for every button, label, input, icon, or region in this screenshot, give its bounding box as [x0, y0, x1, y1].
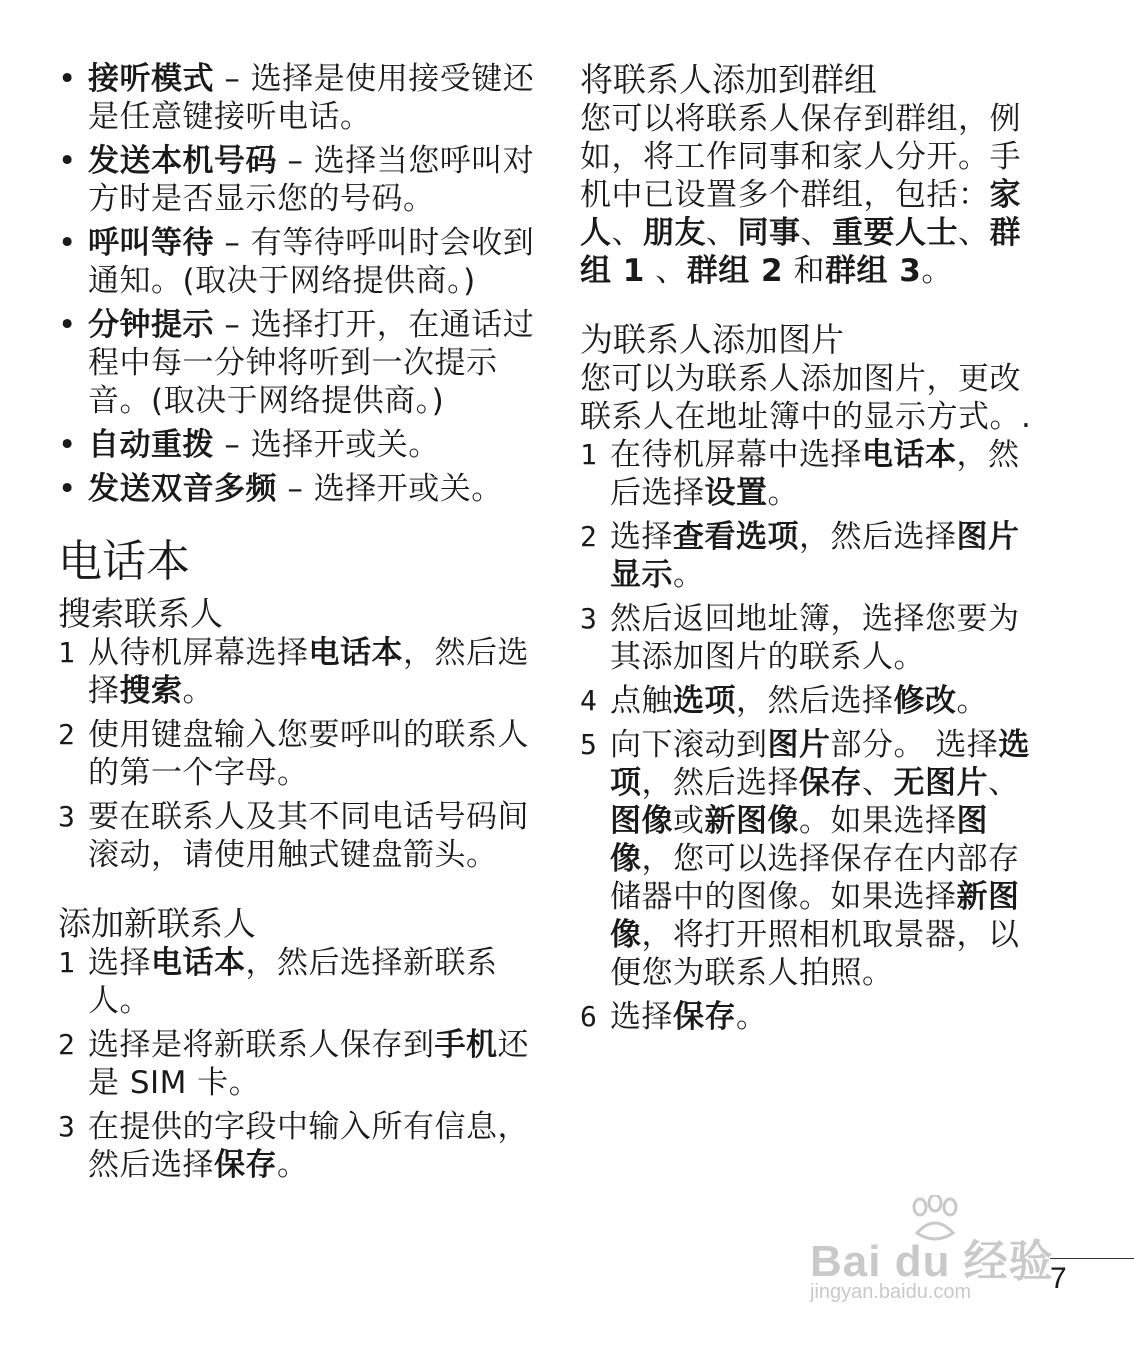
text-run: 在待机屏幕中选择 — [610, 437, 862, 473]
step-number: 2 — [58, 718, 76, 751]
right-column — [580, 60, 1050, 1042]
step-number: 1 — [58, 946, 76, 979]
text-run: 在提供的字段中输入所有信息，然后选择 — [88, 1109, 529, 1183]
step-number: 1 — [580, 438, 598, 471]
bold-term: 设置 — [704, 475, 768, 511]
search-steps-list — [58, 634, 538, 874]
text-run: – 选择开或关。 — [277, 471, 503, 507]
text-run: 选择是将新联系人保存到 — [88, 1027, 435, 1063]
add-contact-heading: 添加新联系人 — [58, 904, 256, 943]
text-run: – 选择是使用接受键还是任意键接听电话。 — [88, 61, 535, 135]
step-item — [580, 436, 1050, 512]
text-run: – 选择打开，在通话过程中每一分钟将听到一次提示音。(取决于网络提供商。) — [88, 307, 535, 419]
step-item — [580, 726, 1050, 992]
step-item — [58, 1026, 538, 1102]
bullet-item — [58, 470, 538, 508]
text-run: 、 — [958, 215, 990, 251]
text-run: 、 — [862, 765, 894, 801]
step-number: 6 — [580, 1000, 598, 1033]
settings-bullet-list — [58, 60, 538, 508]
bold-term: 搜索 — [119, 673, 183, 709]
bold-term: 修改 — [893, 683, 957, 719]
bullet-item — [58, 142, 538, 218]
step-number: 5 — [580, 728, 598, 761]
left-column — [58, 60, 538, 1190]
text-run: 从待机屏幕选择 — [88, 635, 309, 671]
bold-term: 电话本 — [862, 437, 957, 473]
bold-term: 查看选项 — [673, 519, 799, 555]
bold-term: 重要人士 — [832, 215, 958, 251]
bullet-dot: • — [58, 471, 77, 507]
text-run: 、 — [800, 215, 832, 251]
text-run: 您可以将联系人保存到群组，例如，将工作同事和家人分开。手机中已设置多个群组，包括： — [580, 101, 1021, 213]
text-run: 部分。 选择 — [830, 727, 999, 763]
bold-term: 新图像 — [610, 879, 1020, 953]
bold-term: 无图片 — [893, 765, 988, 801]
text-run: ，然后选择新联系人。 — [88, 945, 498, 1019]
watermark-brand: Bai du 经验 — [810, 1237, 1054, 1286]
step-number: 2 — [58, 1028, 76, 1061]
text-run: ，将打开照相机取景器，以便您为联系人拍照。 — [610, 917, 1020, 991]
bold-term: 同事 — [737, 215, 801, 251]
bold-term: 群组 1 — [580, 215, 1021, 289]
text-run: – 选择当您呼叫对方时是否显示您的号码。 — [88, 143, 535, 217]
group-paragraph — [580, 100, 1050, 290]
step-number: 3 — [58, 800, 76, 833]
picture-intro: 您可以为联系人添加图片，更改联系人在地址簿中的显示方式。. — [580, 361, 1032, 435]
picture-heading: 为联系人添加图片 — [580, 320, 844, 359]
bold-term: 自动重拨 — [88, 427, 214, 463]
text-run: 、 — [644, 253, 687, 289]
text-run: 点触 — [610, 683, 673, 719]
bullet-dot: • — [58, 307, 77, 343]
text-run: – 选择开或关。 — [214, 427, 440, 463]
bold-term: 接听模式 — [88, 61, 214, 97]
text-run: 向下滚动到 — [610, 727, 768, 763]
text-run: 或 — [673, 803, 705, 839]
text-run: 。 — [921, 253, 953, 289]
text-run: ，然后选择 — [736, 683, 894, 719]
text-run: 。 — [673, 557, 705, 593]
bold-term: 图像 — [610, 803, 988, 877]
bold-term: 朋友 — [643, 215, 706, 251]
bullet-dot: • — [58, 225, 77, 261]
text-run: 和 — [783, 253, 825, 289]
bold-term: 选项 — [610, 727, 1030, 801]
bold-term: 发送双音多频 — [88, 471, 277, 507]
search-contact-heading: 搜索联系人 — [58, 594, 223, 633]
bullet-dot: • — [58, 143, 77, 179]
bold-term: 手机 — [434, 1027, 498, 1063]
bold-term: 保存 — [799, 765, 862, 801]
step-number: 3 — [58, 1110, 76, 1143]
text-run: ，您可以选择保存在内部存储器中的图像。如果选择 — [610, 841, 1020, 915]
text-run: 。 — [182, 673, 214, 709]
bold-term: 电话本 — [308, 635, 403, 671]
bold-term: 发送本机号码 — [88, 143, 277, 179]
step-item — [58, 716, 538, 792]
add-steps-list — [58, 944, 538, 1184]
bold-term: 电话本 — [151, 945, 246, 981]
picture-steps-list — [580, 436, 1050, 1036]
text-run: 、 — [988, 765, 1020, 801]
text-run: 、 — [706, 215, 738, 251]
bold-term: 家人 — [580, 177, 1021, 251]
text-run: 还是 SIM 卡。 — [88, 1027, 529, 1101]
step-number: 3 — [580, 602, 598, 635]
text-run: ，然后选择 — [641, 765, 799, 801]
step-number: 1 — [58, 636, 76, 669]
step-number: 4 — [580, 684, 598, 717]
text-run: ，然后选择 — [799, 519, 957, 555]
text-run: ，然后选择 — [88, 635, 529, 709]
step-item — [580, 518, 1050, 594]
bold-term: 分钟提示 — [88, 307, 214, 343]
bold-term: 保存 — [214, 1147, 277, 1183]
text-run: 选择 — [610, 519, 673, 555]
bullet-dot: • — [58, 427, 77, 463]
step-item — [58, 944, 538, 1020]
text-run: 然后返回地址簿，选择您要为其添加图片的联系人。 — [610, 601, 1020, 675]
bold-term: 图片显示 — [610, 519, 1020, 593]
step-number: 2 — [580, 520, 598, 553]
text-run: 。 — [767, 475, 799, 511]
bold-term: 保存 — [673, 999, 736, 1035]
step-item — [580, 998, 1050, 1036]
bold-term: 群组 2 — [686, 253, 784, 289]
bold-term: 选项 — [673, 683, 736, 719]
text-run: 。 — [956, 683, 988, 719]
group-heading: 将联系人添加到群组 — [580, 60, 877, 99]
text-run: – 有等待呼叫时会收到通知。(取决于网络提供商。) — [88, 225, 535, 299]
bold-term: 图像 — [610, 803, 673, 839]
text-run: 、 — [611, 215, 643, 251]
bold-term: 新图像 — [704, 803, 799, 839]
text-run: 要在联系人及其不同电话号码间滚动，请使用触式键盘箭头。 — [88, 799, 529, 873]
bold-term: 呼叫等待 — [88, 225, 214, 261]
text-run: 选择 — [610, 999, 673, 1035]
bullet-item — [58, 224, 538, 300]
step-item — [580, 600, 1050, 676]
text-run: 。 — [277, 1147, 309, 1183]
bullet-dot: • — [58, 61, 77, 97]
text-run: 使用键盘输入您要呼叫的联系人的第一个字母。 — [88, 717, 529, 791]
watermark-url: jingyan.baidu.com — [810, 1281, 972, 1303]
step-item — [580, 682, 1050, 720]
bullet-item — [58, 60, 538, 136]
section-title: 电话本 — [58, 536, 190, 587]
baidu-watermark — [810, 1195, 1070, 1315]
page-number: 7 — [1050, 1262, 1067, 1295]
step-item — [58, 798, 538, 874]
bold-term: 群组 3 — [824, 253, 922, 289]
step-item — [58, 634, 538, 710]
text-run: 。 — [736, 999, 768, 1035]
text-run: ，然后选择 — [610, 437, 1020, 511]
step-item — [58, 1108, 538, 1184]
text-run: 选择 — [88, 945, 151, 981]
bullet-item — [58, 426, 538, 464]
bullet-item — [58, 306, 538, 420]
bold-term: 图片 — [767, 727, 831, 763]
text-run: 。如果选择 — [799, 803, 957, 839]
